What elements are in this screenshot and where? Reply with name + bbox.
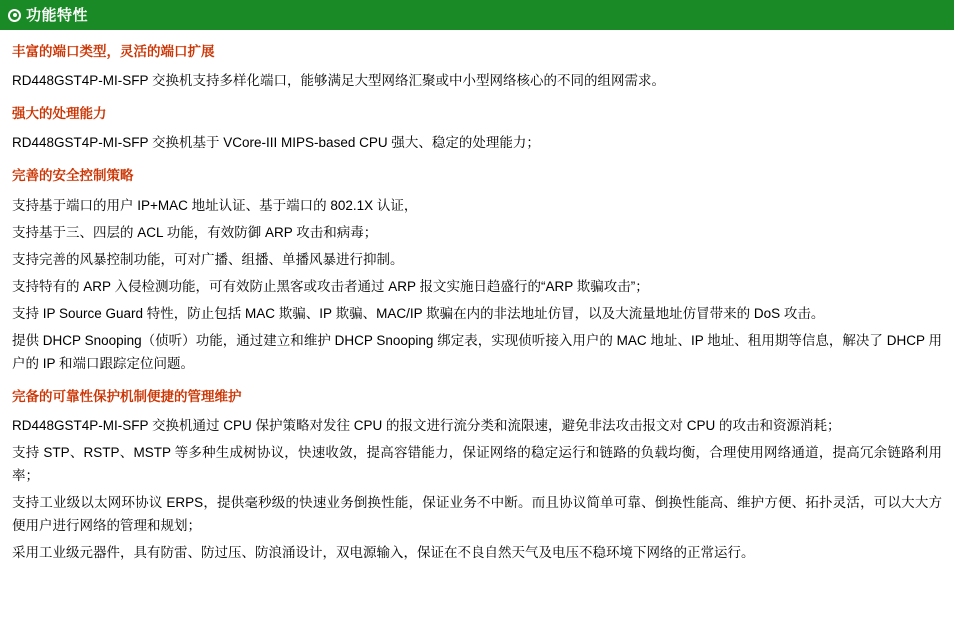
section-heading: 完善的安全控制策略 [12, 168, 134, 184]
section-paragraph: RD448GST4P-MI-SFP 交换机基于 VCore-III MIPS-based CPU 强大、稳定的处理能力； [12, 135, 540, 151]
section-paragraph: RD448GST4P-MI-SFP 交换机通过 CPU 保护策略对发往 CPU 的报文进行流分类和流限速，避免非法攻击报文对 CPU 的攻击和资源消耗； [12, 417, 841, 433]
page-header-bar [0, 0, 954, 30]
circle-dot-icon [8, 9, 21, 22]
page-title: 功能特性 [26, 6, 89, 24]
section-paragraph: 采用工业级元器件，具有防雷、防过压、防浪涌设计，双电源输入，保证在不良自然天气及电压不稳环境下网络的正常运行。 [12, 544, 755, 560]
section-reliability-management [12, 389, 942, 564]
section-heading: 丰富的端口类型，灵活的端口扩展 [12, 44, 215, 59]
section-paragraph: 提供 DHCP Snooping（侦听）功能，通过建立和维护 DHCP Snooping 绑定表，实现侦听接入用户的 MAC 地址、IP 地址、租用期等信息，解决了 DHCP 用户的 IP 和端口跟踪定位问题。 [12, 332, 942, 371]
section-processing-power [12, 106, 942, 154]
section-paragraph: 支持 STP、RSTP、MSTP 等多种生成树协议，快速收敛，提高容错能力，保证网络的稳定运行和链路的负载均衡，合理使用网络通道，提高冗余链路利用率； [12, 444, 942, 483]
section-paragraph: RD448GST4P-MI-SFP 交换机支持多样化端口，能够满足大型网络汇聚或中小型网络核心的不同的组网需求。 [12, 73, 666, 89]
section-paragraph: 支持 IP Source Guard 特性，防止包括 MAC 欺骗、IP 欺骗、MAC/IP 欺骗在内的非法地址仿冒，以及大流量地址仿冒带来的 DoS 攻击。 [12, 305, 825, 321]
section-paragraph: 支持基于端口的用户 IP+MAC 地址认证、基于端口的 802.1X 认证， [12, 197, 418, 213]
section-security-policy [12, 168, 942, 374]
section-port-types [12, 44, 942, 92]
section-paragraph: 支持特有的 ARP 入侵检测功能，可有效防止黑客或攻击者通过 ARP 报文实施日趋盛行的“ARP 欺骗攻击”； [12, 278, 649, 294]
document-content [0, 30, 954, 564]
section-paragraph: 支持基于三、四层的 ACL 功能，有效防御 ARP 攻击和病毒； [12, 224, 378, 240]
section-paragraph: 支持工业级以太网环协议 ERPS，提供毫秒级的快速业务倒换性能，保证业务不中断。而且协议简单可靠、倒换性能高、维护方便、拓扑灵活，可以大大方便用户进行网络的管理和规划； [12, 494, 942, 533]
section-heading: 完备的可靠性保护机制便捷的管理维护 [12, 388, 242, 404]
section-heading: 强大的处理能力 [12, 106, 107, 122]
section-paragraph: 支持完善的风暴控制功能，可对广播、组播、单播风暴进行抑制。 [12, 251, 404, 267]
